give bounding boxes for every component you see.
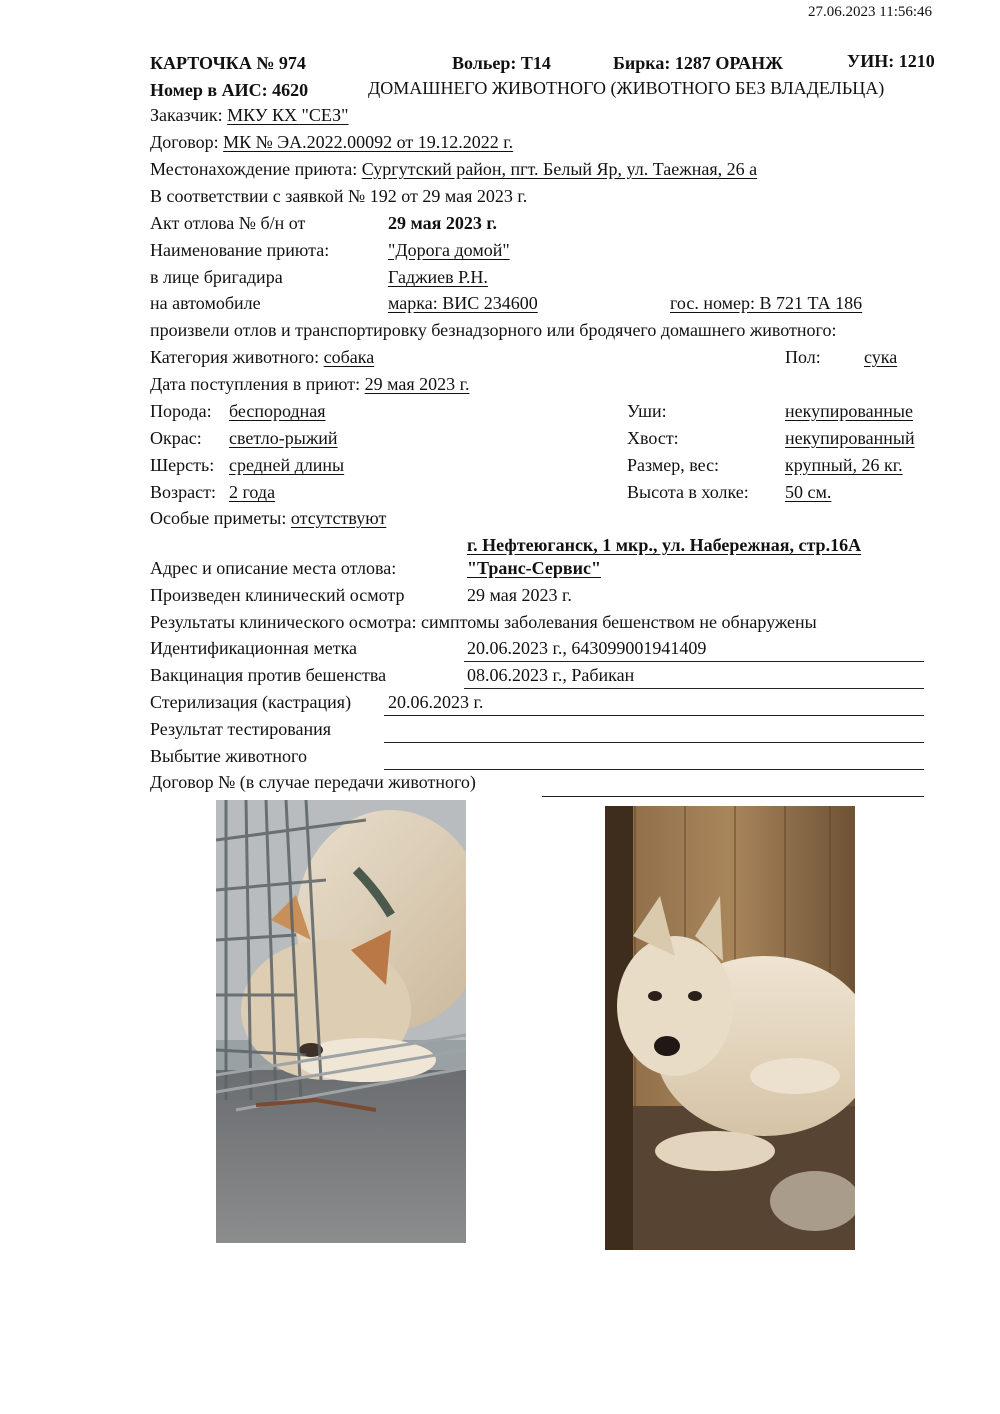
exam-value: 29 мая 2023 г.	[467, 585, 572, 605]
tag-label: Бирка: 1287 ОРАНЖ	[613, 53, 783, 73]
sterilization-rule	[384, 715, 924, 716]
statement: произвели отлов и транспортировку безнадзорного или бродячего домашнего животного:	[150, 320, 837, 340]
vaccination-label: Вакцинация против бешенства	[150, 665, 387, 685]
id-tag-label: Идентификационная метка	[150, 638, 358, 658]
sex-value: сука	[864, 347, 898, 367]
customer-label: Заказчик:	[150, 105, 223, 125]
arrival-label: Дата поступления в приют:	[150, 374, 361, 394]
capture-place-line1: г. Нефтеюганск, 1 мкр., ул. Набережная, стр.16А	[467, 535, 862, 555]
vehicle-plate: гос. номер: В 721 ТА 186	[670, 293, 863, 313]
vaccination-value: 08.06.2023 г., Рабикан	[467, 665, 635, 685]
location-label: Местонахождение приюта:	[150, 159, 358, 179]
disposal-rule	[384, 769, 924, 770]
capture-place-label: Адрес и описание места отлова:	[150, 558, 397, 578]
brigadier-value: Гаджиев Р.Н.	[388, 267, 488, 287]
id-tag-rule	[464, 661, 924, 662]
customer-row	[150, 105, 349, 126]
capture-place-line2: "Транс-Сервис"	[467, 558, 601, 578]
vehicle-brand: марка: ВИС 234600	[388, 293, 538, 313]
breed-label: Порода:	[150, 401, 212, 421]
arrival-value: 29 мая 2023 г.	[364, 374, 470, 394]
marks-value: отсутствуют	[290, 508, 387, 528]
request-line: В соответствии с заявкой № 192 от 29 мая 2023 г.	[150, 186, 528, 206]
color-label: Окрас:	[150, 428, 202, 448]
enclosure: Вольер: Т14	[452, 53, 551, 73]
height-value: 50 см.	[785, 482, 832, 502]
size-value: крупный, 26 кг.	[785, 455, 903, 475]
height-label: Высота в холке:	[627, 482, 749, 502]
category-row	[150, 347, 374, 368]
test-result-label: Результат тестирования	[150, 719, 331, 739]
sterilization-value: 20.06.2023 г.	[388, 692, 484, 712]
contract-value: МК № ЭА.2022.00092 от 19.12.2022 г.	[223, 132, 514, 152]
catch-act-date: 29 мая 2023 г.	[388, 213, 498, 233]
contract-row	[150, 132, 513, 153]
marks-label: Особые приметы:	[150, 508, 287, 528]
id-tag-value: 20.06.2023 г., 643099001941409	[467, 638, 707, 658]
ais-number: Номер в АИС: 4620	[150, 80, 309, 100]
tail-value: некупированный	[785, 428, 915, 448]
dog-photo-box	[605, 806, 855, 1250]
coat-value: средней длины	[229, 455, 345, 475]
transfer-contract-label: Договор № (в случае передачи животного)	[150, 772, 476, 792]
location-value: Сургутский район, пгт. Белый Яр, ул. Таежная, 26 а	[361, 159, 758, 179]
uin: УИН: 1210	[847, 51, 935, 71]
sterilization-label: Стерилизация (кастрация)	[150, 692, 352, 712]
disposal-label: Выбытие животного	[150, 746, 307, 766]
contract-label: Договор:	[150, 132, 219, 152]
category-label: Категория животного:	[150, 347, 320, 367]
location-row	[150, 159, 757, 180]
exam-results: Результаты клинического осмотра: симптомы заболевания бешенством не обнаружены	[150, 612, 817, 632]
coat-label: Шерсть:	[150, 455, 215, 475]
shelter-name-value: "Дорога домой"	[388, 240, 510, 260]
card-number: КАРТОЧКА № 974	[150, 53, 306, 73]
ears-label: Уши:	[627, 401, 667, 421]
print-timestamp: 27.06.2023 11:56:46	[808, 4, 933, 20]
age-value: 2 года	[229, 482, 276, 502]
age-label: Возраст:	[150, 482, 216, 502]
breed-value: беспородная	[229, 401, 326, 421]
marks-row	[150, 508, 386, 529]
color-value: светло-рыжий	[229, 428, 338, 448]
arrival-row	[150, 374, 469, 395]
ears-value: некупированные	[785, 401, 913, 421]
test-result-rule	[384, 742, 924, 743]
customer-value: МКУ КХ "СЕЗ"	[227, 105, 349, 125]
size-label: Размер, вес:	[627, 455, 720, 475]
transfer-contract-rule	[542, 796, 924, 797]
exam-label: Произведен клинический осмотр	[150, 585, 405, 605]
dog-photo-cage	[216, 800, 466, 1243]
document-title: ДОМАШНЕГО ЖИВОТНОГО (ЖИВОТНОГО БЕЗ ВЛАДЕЛЬЦА)	[368, 78, 885, 98]
category-value: собака	[323, 347, 375, 367]
sex-label: Пол:	[785, 347, 821, 367]
brigadier-label: в лице бригадира	[150, 267, 283, 287]
vehicle-label: на автомобиле	[150, 293, 261, 313]
vaccination-rule	[464, 688, 924, 689]
shelter-name-label: Наименование приюта:	[150, 240, 330, 260]
catch-act-label: Акт отлова № б/н от	[150, 213, 306, 233]
tail-label: Хвост:	[627, 428, 679, 448]
